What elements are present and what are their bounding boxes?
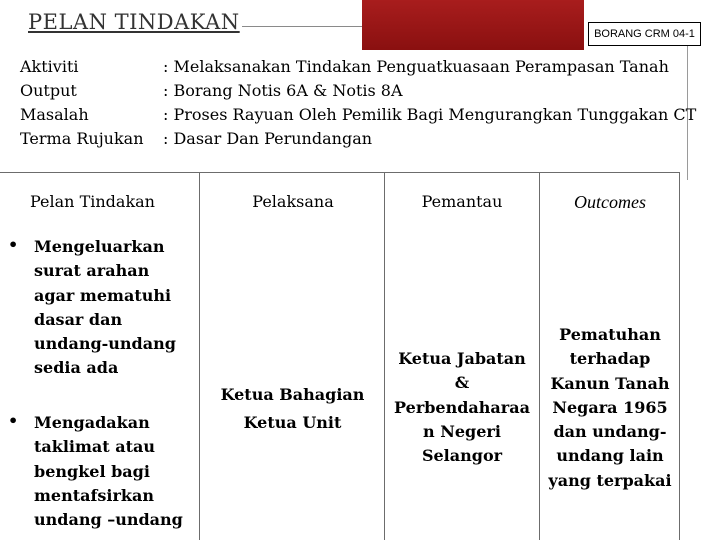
outcome-line: Negara 1965 [552, 397, 668, 417]
table-column-divider [384, 172, 385, 540]
outcome-line: yang terpakai [548, 470, 672, 490]
info-label: Output [20, 81, 77, 100]
table-top-border [0, 172, 680, 173]
action-line: dasar dan [34, 309, 123, 329]
info-value: : Proses Rayuan Oleh Pemilik Bagi Mengurangkan Tunggakan CT [163, 105, 697, 124]
bullet-icon: • [8, 235, 19, 254]
pemantau-line: Selangor [421, 446, 503, 466]
column-header-pelaksana: Pelaksana [252, 192, 334, 211]
header-rule [242, 26, 362, 27]
pemantau-cell [388, 347, 536, 468]
pemantau-line: n Negeri [423, 421, 501, 441]
outcomes-cell [542, 323, 678, 493]
form-code-box [588, 22, 701, 46]
table-column-divider [539, 172, 540, 540]
column-header-outcomes: Outcomes [574, 192, 646, 212]
info-label: Aktiviti [20, 57, 79, 76]
info-value: : Dasar Dan Perundangan [163, 129, 373, 148]
info-value: : Borang Notis 6A & Notis 8A [163, 81, 403, 100]
action-line: Mengadakan [34, 413, 150, 432]
action-text [34, 235, 194, 381]
pemantau-line: Ketua Jabatan [398, 349, 526, 368]
outcome-line: Kanun Tanah [550, 373, 670, 393]
action-line: mentafsirkan [34, 485, 154, 505]
bullet-icon: • [8, 411, 19, 430]
action-line: Mengeluarkan [34, 237, 165, 256]
action-line: agar mematuhi [34, 285, 172, 305]
info-value: : Melaksanakan Tindakan Penguatkuasaan Perampasan Tanah [163, 57, 669, 76]
outcome-line: dan undang- [553, 422, 667, 442]
form-code: BORANG CRM 04-1 [594, 28, 695, 40]
info-label: Masalah [20, 105, 89, 124]
column-header-pelan-tindakan: Pelan Tindakan [30, 192, 155, 211]
action-text [34, 411, 194, 532]
outcome-line: Pematuhan [559, 325, 661, 344]
info-label: Terma Rujukan [20, 129, 144, 148]
action-line: sedia ada [34, 358, 119, 378]
header-color-block [362, 0, 584, 50]
pelaksana-line: Ketua Bahagian [220, 385, 365, 404]
table-column-divider [199, 172, 200, 540]
column-header-pemantau: Pemantau [421, 192, 503, 211]
table-column-divider [679, 172, 680, 540]
pelaksana-line: Ketua Unit [243, 413, 342, 432]
action-line: bengkel bagi [34, 461, 150, 481]
pemantau-line: & [454, 373, 470, 393]
action-line: taklimat atau [34, 437, 156, 457]
action-line: undang –undang [34, 510, 183, 530]
pelaksana-cell [205, 381, 380, 437]
pemantau-line: Perbendaharaa [394, 397, 530, 417]
page-title: PELAN TINDAKAN [28, 10, 240, 34]
action-line: surat arahan [34, 261, 150, 281]
action-line: undang-undang [34, 334, 176, 354]
outcome-line: terhadap [569, 349, 651, 369]
outcome-line: undang lain [556, 446, 664, 466]
